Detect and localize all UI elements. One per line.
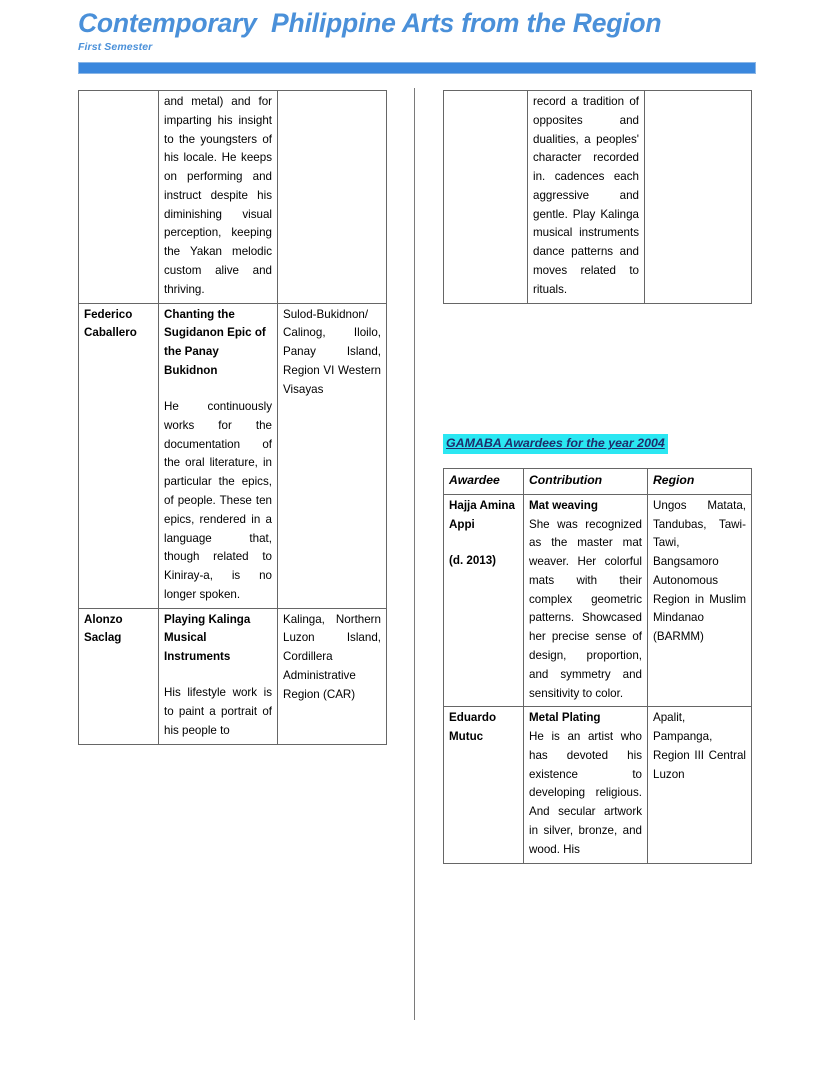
awardee-name-text: Hajja Amina Appi xyxy=(449,498,515,531)
column-header-contribution: Contribution xyxy=(524,469,648,495)
cell-contribution xyxy=(159,303,278,608)
right-column-bottom xyxy=(443,468,751,864)
contribution-body: She was recognized as the master mat weaver. Her colorful mats with their complex geometric patterns. Showcased her precise sense of design, proportion, and symmetry and sensitivity to color. xyxy=(529,517,642,700)
cell-contribution xyxy=(159,91,278,304)
cell-region: Apalit, Pampanga, Region III Central Luzon xyxy=(648,707,752,863)
paragraph-gap xyxy=(449,534,518,551)
column-header-region: Region xyxy=(648,469,752,495)
table-row xyxy=(79,608,387,744)
contribution-body: His lifestyle work is to paint a portrait of his people to xyxy=(164,686,272,737)
cell-awardee-name xyxy=(79,91,159,304)
cell-contribution xyxy=(524,707,648,863)
contribution-body: He is an artist who has devoted his existence to developing religious. And secular artwork in silver, bronze, and wood. His xyxy=(529,730,642,856)
table-row xyxy=(79,303,387,608)
table-row xyxy=(79,91,387,304)
right-column-top xyxy=(443,90,751,304)
column-divider xyxy=(414,88,415,1020)
awardee-name-note: (d. 2013) xyxy=(449,553,497,567)
cell-region xyxy=(645,91,752,304)
cell-region: Sulod-Bukidnon/ Calinog, Iloilo, Panay Island, Region VI Western Visayas xyxy=(278,303,387,608)
cell-region: Ungos Matata, Tandubas, Tawi-Tawi, Bangsamoro Autonomous Region in Muslim Mindanao (BARMM) xyxy=(648,494,752,707)
contribution-heading: Mat weaving xyxy=(529,498,598,512)
gamaba-section-heading: GAMABA Awardees for the year 2004 xyxy=(443,434,668,454)
gamaba-heading-container xyxy=(443,434,763,454)
cell-region: Kalinga, Northern Luzon Island, Cordillera Administrative Region (CAR) xyxy=(278,608,387,744)
gamaba-awardees-table xyxy=(443,468,752,864)
table-row xyxy=(444,494,752,707)
contribution-heading: Playing Kalinga Musical Instruments xyxy=(164,612,251,664)
cell-contribution xyxy=(528,91,645,304)
column-header-awardee: Awardee xyxy=(444,469,524,495)
header-rule xyxy=(78,62,756,74)
contribution-heading: Metal Plating xyxy=(529,711,601,725)
contribution-body: He continuously works for the documentation of the oral literature, in particular the epics, of people. These ten epics, rendered in a language that, though related to Kiniray-a, is no longer spoken. xyxy=(164,400,272,601)
cell-contribution xyxy=(524,494,648,707)
cell-region xyxy=(278,91,387,304)
cell-awardee-name: Alonzo Saclag xyxy=(79,608,159,744)
cell-awardee-name xyxy=(444,91,528,304)
cell-contribution xyxy=(159,608,278,744)
contribution-body: and metal) and for imparting his insight to the youngsters of his locale. He keeps on performing and instruct despite his diminishing visual perception, keeping the Yakan melodic custom alive and thriving. xyxy=(164,95,272,296)
paragraph-gap xyxy=(164,667,272,684)
cell-awardee-name xyxy=(444,707,524,863)
table-row xyxy=(444,707,752,863)
awardees-table-left xyxy=(78,90,387,745)
page-title: Contemporary Philippine Arts from the Region xyxy=(78,8,662,38)
contribution-heading: Chanting the Sugidanon Epic of the Panay Bukidnon xyxy=(164,307,266,377)
awardees-table-right-continued xyxy=(443,90,752,304)
paragraph-gap xyxy=(164,381,272,398)
awardee-name-text: Eduardo Mutuc xyxy=(449,711,497,744)
left-column xyxy=(78,90,386,745)
contribution-body: record a tradition of opposites and dualities, a peoples' character recorded in. cadences each aggressive and gentle. Play Kalinga musical instruments dance patterns and moves related to rituals. xyxy=(533,95,639,296)
document-header xyxy=(78,8,758,53)
table-row xyxy=(444,91,752,304)
table-header-row xyxy=(444,469,752,495)
cell-awardee-name: Federico Caballero xyxy=(79,303,159,608)
cell-awardee-name xyxy=(444,494,524,707)
page-subtitle: First Semester xyxy=(78,41,153,54)
